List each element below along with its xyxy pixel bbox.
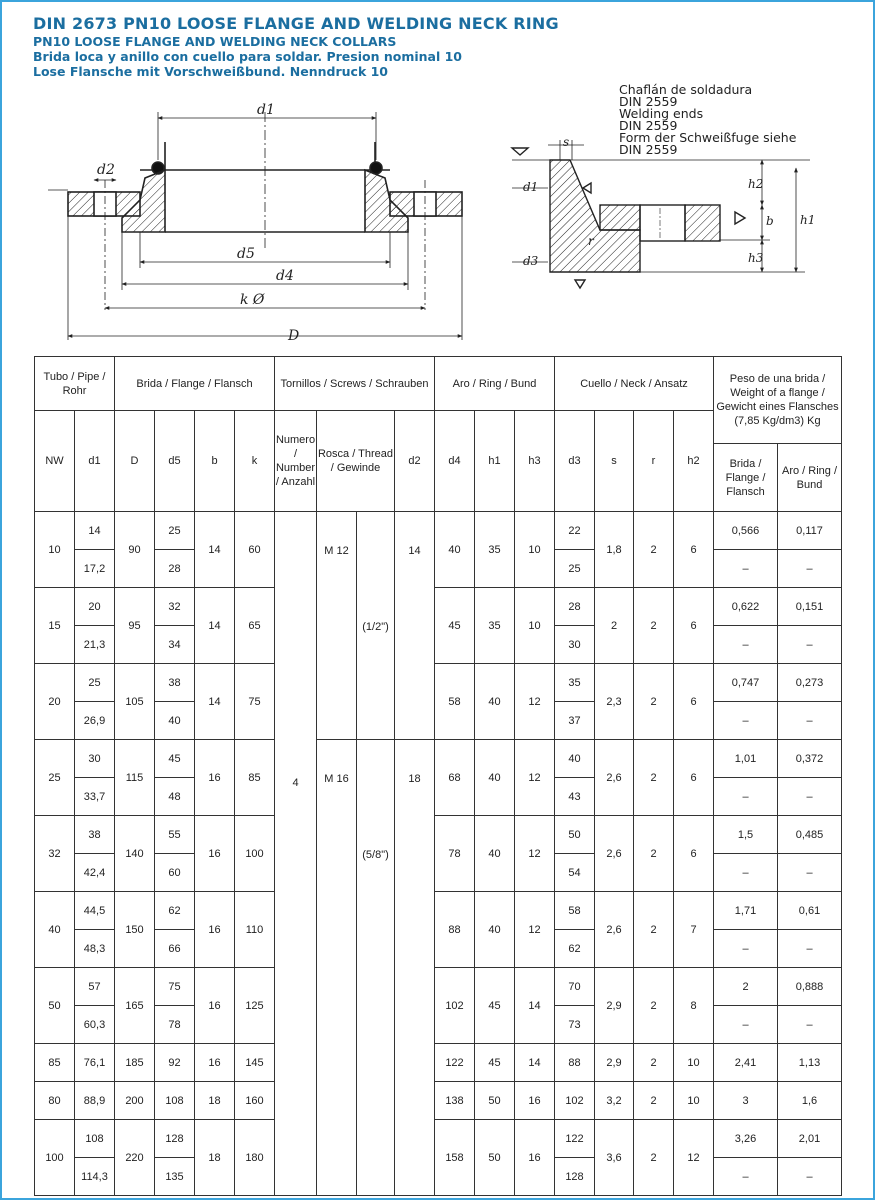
dimensions-table	[34, 356, 842, 1196]
cell-s: 1,8	[595, 512, 634, 588]
cell-d3: 50	[555, 816, 595, 854]
cell-d4: 45	[435, 588, 475, 664]
cell-d1: 60,3	[75, 1006, 115, 1044]
cell-h2: 6	[674, 664, 714, 740]
dim-label-d5: d5	[237, 246, 255, 262]
cell-h3: 12	[515, 740, 555, 816]
cell-d2: 14	[395, 512, 435, 740]
cell-D: 150	[115, 892, 155, 968]
cell-h2: 8	[674, 968, 714, 1044]
cell-d5: 66	[155, 930, 195, 968]
cell-thread-metric: M 12	[317, 512, 357, 740]
cell-D: 95	[115, 588, 155, 664]
cell-d3: 28	[555, 588, 595, 626]
cell-h3: 12	[515, 664, 555, 740]
cell-nw: 25	[35, 740, 75, 816]
dim-label-d4: d4	[276, 268, 294, 284]
cell-k: 65	[235, 588, 275, 664]
cell-weight-ring: –	[778, 626, 842, 664]
cell-s: 2,6	[595, 816, 634, 892]
cell-d1: 21,3	[75, 626, 115, 664]
cell-d1: 38	[75, 816, 115, 854]
cell-nw: 100	[35, 1120, 75, 1196]
cell-s: 2,6	[595, 740, 634, 816]
cell-h2: 6	[674, 512, 714, 588]
group-header-aro: Aro / Ring / Bund	[435, 357, 555, 411]
cell-d5: 28	[155, 550, 195, 588]
cell-weight-ring: –	[778, 854, 842, 892]
cell-D: 115	[115, 740, 155, 816]
cell-d4: 158	[435, 1120, 475, 1196]
detail-label-b: b	[766, 214, 774, 228]
cell-weight-flange: 1,01	[714, 740, 778, 778]
cell-s: 2,9	[595, 1044, 634, 1082]
cell-r: 2	[634, 816, 674, 892]
cell-s: 2,3	[595, 664, 634, 740]
cell-h3: 12	[515, 892, 555, 968]
cell-b: 16	[195, 1044, 235, 1082]
cell-d3: 25	[555, 550, 595, 588]
cell-d1: 14	[75, 512, 115, 550]
cell-weight-flange: 3	[714, 1082, 778, 1120]
cell-weight-ring: –	[778, 778, 842, 816]
cell-d5: 92	[155, 1044, 195, 1082]
group-header-brida: Brida / Flange / Flansch	[115, 357, 275, 411]
cell-d3: 30	[555, 626, 595, 664]
cell-weight-ring: –	[778, 930, 842, 968]
col-header-numero: Numero / Number / Anzahl	[275, 411, 317, 512]
cell-d3: 122	[555, 1120, 595, 1158]
cell-d1: 26,9	[75, 702, 115, 740]
cell-r: 2	[634, 1120, 674, 1196]
cell-h1: 40	[475, 816, 515, 892]
cell-d5: 38	[155, 664, 195, 702]
cell-D: 220	[115, 1120, 155, 1196]
cell-D: 90	[115, 512, 155, 588]
cell-h3: 16	[515, 1082, 555, 1120]
cell-d4: 58	[435, 664, 475, 740]
cell-r: 2	[634, 740, 674, 816]
table-row	[35, 892, 842, 930]
cell-d4: 78	[435, 816, 475, 892]
col-header-nw: NW	[35, 411, 75, 512]
cell-D: 165	[115, 968, 155, 1044]
dim-label-d1: d1	[257, 102, 275, 118]
col-header-d1: d1	[75, 411, 115, 512]
cell-b: 14	[195, 664, 235, 740]
cell-screw-number: 4	[275, 512, 317, 1196]
cell-d4: 122	[435, 1044, 475, 1082]
cell-d5: 45	[155, 740, 195, 778]
cell-d1: 17,2	[75, 550, 115, 588]
cell-d3: 58	[555, 892, 595, 930]
col-header-h1: h1	[475, 411, 515, 512]
cell-d4: 68	[435, 740, 475, 816]
cell-weight-flange: 1,71	[714, 892, 778, 930]
cell-d1: 25	[75, 664, 115, 702]
weld-note-line: Chaflán de soldadura	[619, 82, 753, 97]
cell-nw: 40	[35, 892, 75, 968]
cell-k: 160	[235, 1082, 275, 1120]
cell-weight-flange: 0,566	[714, 512, 778, 550]
cell-h2: 6	[674, 816, 714, 892]
weld-note-line: DIN 2559	[619, 142, 678, 157]
cell-d3: 22	[555, 512, 595, 550]
cell-weight-flange: –	[714, 930, 778, 968]
cell-weight-flange: 0,747	[714, 664, 778, 702]
cell-d4: 40	[435, 512, 475, 588]
cell-weight-flange: 2	[714, 968, 778, 1006]
col-header-D: D	[115, 411, 155, 512]
cell-h3: 14	[515, 968, 555, 1044]
cell-h3: 10	[515, 512, 555, 588]
cell-s: 3,6	[595, 1120, 634, 1196]
cell-d5: 55	[155, 816, 195, 854]
col-header-d5: d5	[155, 411, 195, 512]
group-header-tornillos: Tornillos / Screws / Schrauben	[275, 357, 435, 411]
cell-d5: 32	[155, 588, 195, 626]
table-row	[35, 1120, 842, 1158]
dim-label-d2: d2	[97, 162, 115, 178]
table-row	[35, 512, 842, 550]
weld-note-line: Welding ends	[619, 106, 704, 121]
col-header-d2: d2	[395, 411, 435, 512]
cell-d3: 70	[555, 968, 595, 1006]
col-header-b: b	[195, 411, 235, 512]
weld-note-line: DIN 2559	[619, 94, 678, 109]
cell-r: 2	[634, 1044, 674, 1082]
cell-d5: 108	[155, 1082, 195, 1120]
cell-d3: 88	[555, 1044, 595, 1082]
cell-weight-flange: –	[714, 854, 778, 892]
cell-d5: 48	[155, 778, 195, 816]
col-header-d3: d3	[555, 411, 595, 512]
cell-weight-ring: 1,13	[778, 1044, 842, 1082]
col-header-rosca: Rosca / Thread / Gewinde	[317, 411, 395, 512]
cell-k: 145	[235, 1044, 275, 1082]
cell-weight-ring: 0,151	[778, 588, 842, 626]
cell-d3: 73	[555, 1006, 595, 1044]
cell-d1: 20	[75, 588, 115, 626]
table-row	[35, 1082, 842, 1120]
cell-r: 2	[634, 588, 674, 664]
cell-d5: 40	[155, 702, 195, 740]
cell-k: 110	[235, 892, 275, 968]
cell-d5: 60	[155, 854, 195, 892]
col-header-k: k	[235, 411, 275, 512]
cell-d1: 44,5	[75, 892, 115, 930]
cell-s: 3,2	[595, 1082, 634, 1120]
cell-weight-flange: –	[714, 702, 778, 740]
cell-weight-ring: –	[778, 1158, 842, 1196]
cell-r: 2	[634, 1082, 674, 1120]
cell-h2: 12	[674, 1120, 714, 1196]
cell-nw: 32	[35, 816, 75, 892]
cell-d3: 35	[555, 664, 595, 702]
cell-weight-ring: –	[778, 702, 842, 740]
group-header-tubo: Tubo / Pipe / Rohr	[35, 357, 115, 411]
dim-label-D: D	[288, 328, 300, 344]
cell-d3: 40	[555, 740, 595, 778]
detail-label-d1: d1	[523, 180, 539, 194]
cell-r: 2	[634, 512, 674, 588]
detail-label-r: r	[588, 234, 594, 248]
cell-h3: 16	[515, 1120, 555, 1196]
detail-label-h3: h3	[748, 251, 764, 265]
cell-k: 85	[235, 740, 275, 816]
cell-d2: 18	[395, 740, 435, 1196]
table-row	[35, 664, 842, 702]
cell-s: 2	[595, 588, 634, 664]
table-row	[35, 816, 842, 854]
cell-D: 185	[115, 1044, 155, 1082]
weld-note-line: Form der Schweißfuge siehe	[619, 130, 797, 145]
cell-thread-inch: (5/8")	[357, 740, 395, 1196]
cell-weight-ring: 0,372	[778, 740, 842, 778]
cell-h1: 45	[475, 1044, 515, 1082]
cell-weight-flange: –	[714, 1006, 778, 1044]
cell-b: 14	[195, 588, 235, 664]
cell-d1: 57	[75, 968, 115, 1006]
cell-k: 180	[235, 1120, 275, 1196]
cell-b: 16	[195, 968, 235, 1044]
flange-technical-drawing	[0, 0, 875, 352]
col-header-d4: d4	[435, 411, 475, 512]
cell-d1: 30	[75, 740, 115, 778]
cell-thread-metric: M 16	[317, 740, 357, 1196]
cell-nw: 85	[35, 1044, 75, 1082]
cell-d4: 138	[435, 1082, 475, 1120]
cell-d5: 75	[155, 968, 195, 1006]
cell-h2: 10	[674, 1082, 714, 1120]
cell-weight-flange: –	[714, 550, 778, 588]
cell-h1: 35	[475, 588, 515, 664]
cell-h1: 40	[475, 892, 515, 968]
cell-h1: 40	[475, 664, 515, 740]
cell-weight-ring: 0,61	[778, 892, 842, 930]
cell-h3: 12	[515, 816, 555, 892]
cell-d5: 135	[155, 1158, 195, 1196]
cell-d5: 25	[155, 512, 195, 550]
cell-h1: 50	[475, 1082, 515, 1120]
group-header-cuello: Cuello / Neck / Ansatz	[555, 357, 714, 411]
detail-label-h1: h1	[800, 213, 816, 227]
cell-h2: 7	[674, 892, 714, 968]
weld-note-line: DIN 2559	[619, 118, 678, 133]
cell-nw: 10	[35, 512, 75, 588]
cell-b: 14	[195, 512, 235, 588]
detail-label-d3: d3	[523, 254, 539, 268]
cell-r: 2	[634, 968, 674, 1044]
cell-d5: 78	[155, 1006, 195, 1044]
cell-d3: 54	[555, 854, 595, 892]
cell-nw: 80	[35, 1082, 75, 1120]
cell-h3: 14	[515, 1044, 555, 1082]
cell-D: 105	[115, 664, 155, 740]
col-header-h2: h2	[674, 411, 714, 512]
cell-d5: 34	[155, 626, 195, 664]
detail-label-s: s	[563, 135, 570, 149]
table-row	[35, 740, 842, 778]
page-subtitle-es: Brida loca y anillo con cuello para soldar. Presion nominal 10	[33, 49, 462, 64]
table-row	[35, 588, 842, 626]
cell-weight-ring: 2,01	[778, 1120, 842, 1158]
cell-d1: 88,9	[75, 1082, 115, 1120]
cell-weight-ring: –	[778, 550, 842, 588]
cell-h2: 6	[674, 740, 714, 816]
cell-weight-ring: 0,273	[778, 664, 842, 702]
cell-weight-flange: 3,26	[714, 1120, 778, 1158]
cell-d4: 102	[435, 968, 475, 1044]
col-header-s: s	[595, 411, 634, 512]
cell-d3: 128	[555, 1158, 595, 1196]
cell-d5: 128	[155, 1120, 195, 1158]
cell-weight-flange: –	[714, 626, 778, 664]
cell-d5: 62	[155, 892, 195, 930]
cell-d1: 108	[75, 1120, 115, 1158]
cell-D: 200	[115, 1082, 155, 1120]
cell-h2: 10	[674, 1044, 714, 1082]
cell-nw: 50	[35, 968, 75, 1044]
cell-b: 18	[195, 1120, 235, 1196]
col-header-r: r	[634, 411, 674, 512]
cell-weight-flange: 0,622	[714, 588, 778, 626]
cell-d3: 62	[555, 930, 595, 968]
cell-b: 16	[195, 892, 235, 968]
cell-weight-ring: 1,6	[778, 1082, 842, 1120]
cell-d1: 76,1	[75, 1044, 115, 1082]
cell-h1: 45	[475, 968, 515, 1044]
cell-weight-flange: –	[714, 778, 778, 816]
dim-label-k: k Ø	[240, 292, 265, 308]
cell-h3: 10	[515, 588, 555, 664]
cell-weight-ring: 0,117	[778, 512, 842, 550]
page-subtitle-de: Lose Flansche mit Vorschweißbund. Nenndruck 10	[33, 64, 388, 79]
cell-d1: 42,4	[75, 854, 115, 892]
cell-b: 16	[195, 816, 235, 892]
cell-h1: 40	[475, 740, 515, 816]
cell-h1: 35	[475, 512, 515, 588]
cell-weight-ring: –	[778, 1006, 842, 1044]
cell-weight-ring: 0,888	[778, 968, 842, 1006]
cell-s: 2,6	[595, 892, 634, 968]
cell-nw: 20	[35, 664, 75, 740]
cell-weight-ring: 0,485	[778, 816, 842, 854]
col-header-brida-weight: Brida / Flange / Flansch	[714, 444, 778, 512]
col-header-aro-weight: Aro / Ring / Bund	[778, 444, 842, 512]
cell-k: 125	[235, 968, 275, 1044]
table-row	[35, 1044, 842, 1082]
cell-r: 2	[634, 892, 674, 968]
cell-d1: 33,7	[75, 778, 115, 816]
cell-d1: 114,3	[75, 1158, 115, 1196]
table-row	[35, 968, 842, 1006]
cell-b: 16	[195, 740, 235, 816]
cell-D: 140	[115, 816, 155, 892]
cell-r: 2	[634, 664, 674, 740]
detail-label-h2: h2	[748, 177, 764, 191]
cell-d4: 88	[435, 892, 475, 968]
cell-k: 100	[235, 816, 275, 892]
cell-d3: 43	[555, 778, 595, 816]
cell-h2: 6	[674, 588, 714, 664]
page-title: DIN 2673 PN10 LOOSE FLANGE AND WELDING NECK RING	[33, 14, 559, 33]
cell-k: 60	[235, 512, 275, 588]
cell-d3: 37	[555, 702, 595, 740]
cell-weight-flange: 1,5	[714, 816, 778, 854]
cell-weight-flange: 2,41	[714, 1044, 778, 1082]
cell-s: 2,9	[595, 968, 634, 1044]
cell-thread-inch: (1/2")	[357, 512, 395, 740]
cell-b: 18	[195, 1082, 235, 1120]
group-header-peso: Peso de una brida / Weight of a flange / Gewicht eines Flansches (7,85 Kg/dm3) Kg	[714, 357, 842, 444]
cell-k: 75	[235, 664, 275, 740]
cell-d3: 102	[555, 1082, 595, 1120]
weld-note	[619, 82, 797, 157]
cell-nw: 15	[35, 588, 75, 664]
col-header-h3: h3	[515, 411, 555, 512]
cell-h1: 50	[475, 1120, 515, 1196]
cell-weight-flange: –	[714, 1158, 778, 1196]
cell-d1: 48,3	[75, 930, 115, 968]
page-subtitle-en: PN10 LOOSE FLANGE AND WELDING NECK COLLARS	[33, 34, 397, 49]
